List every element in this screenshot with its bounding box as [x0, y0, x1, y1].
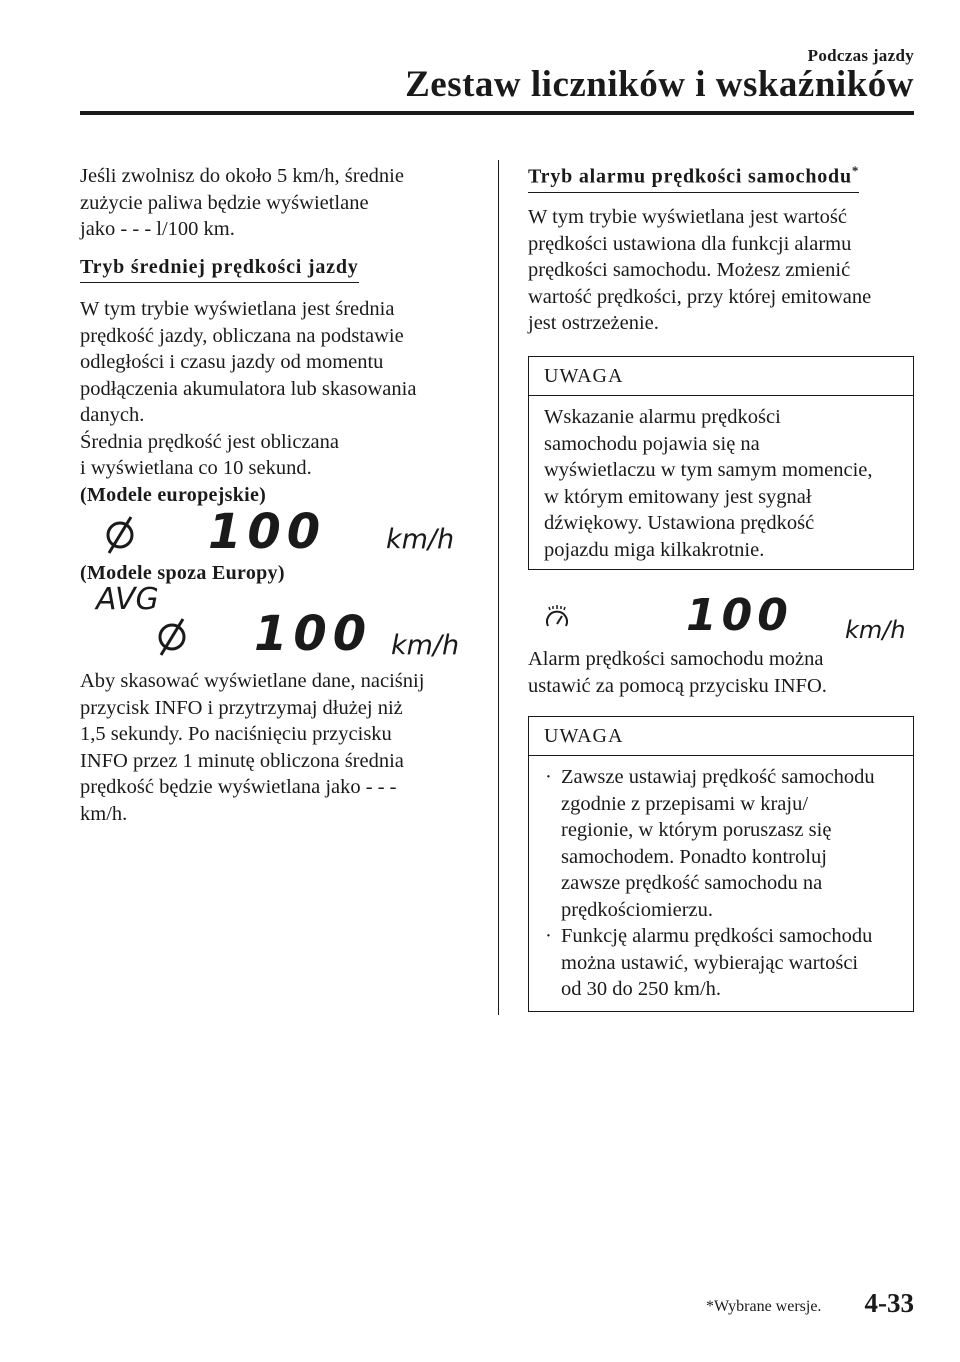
text-line: zużycie paliwa będzie wyświetlane: [80, 191, 369, 214]
text-line: w którym emitowany jest sygnał: [544, 485, 812, 508]
text-line: prędkości ustawiona dla funkcji alarmu: [528, 232, 852, 255]
eu-display: [96, 504, 466, 560]
intro-paragraph: [80, 163, 480, 243]
alarm-heading-text: Tryb alarmu prędkości samochodu: [528, 165, 852, 188]
text-line: Zawsze ustawiaj prędkość samochodu: [561, 766, 875, 788]
reset-paragraph: [80, 668, 480, 827]
text-line: 1,5 sekundy. Po naciśnięciu przycisku: [80, 723, 392, 745]
column-divider: [498, 160, 499, 1015]
text-line: prędkościomierzu.: [561, 898, 713, 921]
avg-label: AVG: [96, 582, 159, 617]
list-item: [541, 923, 901, 1003]
text-line: Średnia prędkość jest obliczana: [80, 430, 340, 453]
display-unit: km/h: [391, 630, 460, 661]
note-title: UWAGA: [529, 717, 913, 756]
note-box-1: [528, 356, 914, 570]
note-body: [529, 756, 913, 1013]
text-line: Funkcję alarmu prędkości samochodu: [561, 925, 873, 947]
avg-speed-heading: Tryb średniej prędkości jazdy: [80, 256, 359, 283]
display-value: 100: [208, 504, 327, 560]
page-title: Zestaw liczników i wskaźników: [405, 64, 914, 105]
avg-speed-paragraph: [80, 296, 480, 482]
display-value: 100: [686, 590, 793, 641]
text-line: W tym trybie wyświetlana jest średnia: [80, 298, 395, 320]
text-line: wartość prędkości, przy której emitowane: [528, 285, 872, 308]
note-body: [529, 396, 913, 573]
note-box-2: [528, 716, 914, 1012]
bullet-glyph: ·: [545, 925, 552, 947]
display-unit: km/h: [386, 524, 455, 555]
header-rule: [80, 111, 914, 115]
text-line: odległości i czasu jazdy od momentu: [80, 351, 384, 373]
list-item: [541, 764, 901, 923]
text-line: samochodem. Ponadto kontroluj: [561, 845, 827, 868]
avg-speed-section: [80, 256, 480, 283]
text-line: zawsze prędkość samochodu na: [561, 872, 823, 894]
text-line: Alarm prędkości samochodu można: [528, 648, 824, 670]
text-line: jest ostrzeżenie.: [528, 312, 659, 334]
speed-alarm-icon: [542, 604, 572, 634]
text-line: jako - - - l/100 km.: [80, 218, 235, 240]
text-line: przycisk INFO i przytrzymaj dłużej niż: [80, 696, 403, 719]
text-line: Wskazanie alarmu prędkości: [544, 406, 781, 428]
text-line: samochodu pojawia się na: [544, 432, 760, 455]
text-line: i wyświetlana co 10 sekund.: [80, 457, 312, 479]
text-line: wyświetlaczu w tym samym momencie,: [544, 459, 873, 481]
text-line: prędkości samochodu. Możesz zmienić: [528, 259, 851, 281]
alarm-paragraph: [528, 204, 916, 337]
text-line: INFO przez 1 minutę obliczona średnia: [80, 749, 404, 772]
text-line: ustawić za pomocą przycisku INFO.: [528, 674, 827, 697]
alarm-display: [538, 590, 908, 646]
text-line: Jeśli zwolnisz do około 5 km/h, średnie: [80, 165, 404, 187]
text-line: danych.: [80, 404, 145, 426]
text-line: pojazdu miga kilkakrotnie.: [544, 538, 765, 561]
text-line: W tym trybie wyświetlana jest wartość: [528, 206, 848, 228]
text-line: prędkość jazdy, obliczana na podstawie: [80, 324, 404, 347]
alarm-heading-mark: *: [851, 163, 860, 178]
average-symbol-icon: [152, 614, 192, 658]
text-line: podłączenia akumulatora lub skasowania: [80, 377, 417, 400]
text-line: można ustawić, wybierając wartości: [561, 951, 859, 974]
display-unit: km/h: [845, 616, 906, 644]
text-line: dźwiękowy. Ustawiona prędkość: [544, 512, 815, 534]
bullet-glyph: ·: [545, 766, 552, 788]
eu-models-label: (Modele europejskie): [80, 484, 267, 506]
section-label: Podczas jazdy: [807, 46, 914, 65]
text-line: regionie, w którym poruszasz się: [561, 819, 832, 841]
text-line: km/h.: [80, 802, 128, 825]
non-eu-models-label: (Modele spoza Europy): [80, 562, 285, 584]
average-symbol-icon: [100, 512, 140, 556]
text-line: od 30 do 250 km/h.: [561, 978, 722, 1000]
alarm-section: [528, 163, 916, 193]
text-line: zgodnie z przepisami w kraju/: [561, 792, 809, 815]
text-line: prędkość będzie wyświetlana jako - - -: [80, 776, 397, 798]
display-value: 100: [254, 606, 373, 662]
alarm-set-paragraph: [528, 646, 916, 699]
alarm-heading: [528, 163, 859, 193]
footnote: *Wybrane wersje.: [706, 1298, 822, 1315]
page-number: 4-33: [864, 1288, 914, 1318]
note-title: UWAGA: [529, 357, 913, 396]
non-eu-display: [96, 584, 466, 664]
text-line: Aby skasować wyświetlane dane, naciśnij: [80, 670, 425, 692]
